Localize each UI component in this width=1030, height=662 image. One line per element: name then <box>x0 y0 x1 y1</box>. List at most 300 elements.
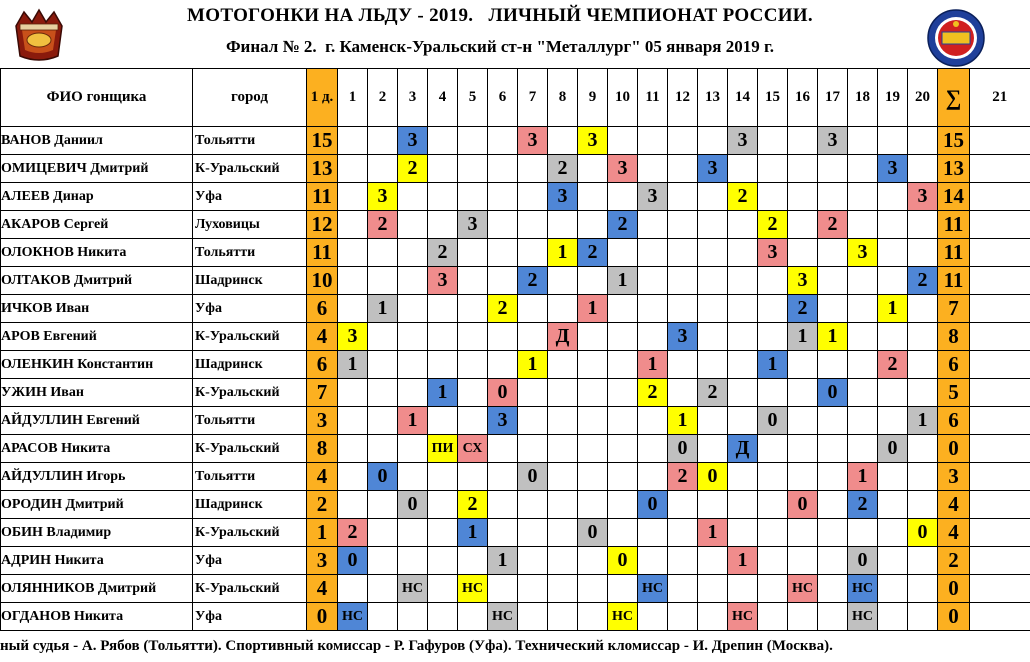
heat-empty <box>368 127 398 155</box>
heat-empty <box>638 519 668 547</box>
heat-empty <box>848 127 878 155</box>
heat-empty <box>668 603 698 631</box>
heat-empty <box>818 183 848 211</box>
heat-result: 1 <box>758 351 788 379</box>
rider-name: АРАСОВ Никита <box>1 435 193 463</box>
heat-empty <box>398 435 428 463</box>
heat-empty <box>788 603 818 631</box>
header-heat-20: 20 <box>908 69 938 127</box>
heat-empty <box>788 351 818 379</box>
heat-21-empty <box>970 351 1030 379</box>
heat-result: 0 <box>578 519 608 547</box>
table-row <box>1 183 1030 211</box>
heat-empty <box>368 603 398 631</box>
heat-empty <box>608 519 638 547</box>
heat-empty <box>368 351 398 379</box>
header-heat-3: 3 <box>398 69 428 127</box>
heat-empty <box>638 463 668 491</box>
event-logo-icon <box>10 6 68 64</box>
heat-empty <box>758 491 788 519</box>
heat-result: 2 <box>848 491 878 519</box>
heat-empty <box>578 491 608 519</box>
heat-empty <box>578 211 608 239</box>
day1-points: 4 <box>307 323 338 351</box>
heat-empty <box>758 155 788 183</box>
day1-points: 1 <box>307 519 338 547</box>
heat-empty <box>668 295 698 323</box>
heat-empty <box>338 435 368 463</box>
heat-empty <box>338 463 368 491</box>
header-heat-21: 21 <box>970 69 1030 127</box>
heat-result: НС <box>728 603 758 631</box>
header-heat-17: 17 <box>818 69 848 127</box>
rider-name: ОГДАНОВ Никита <box>1 603 193 631</box>
heat-empty <box>698 211 728 239</box>
heat-21-empty <box>970 295 1030 323</box>
heat-empty <box>698 491 728 519</box>
total-points: 6 <box>938 407 970 435</box>
heat-empty <box>548 407 578 435</box>
heat-result: 0 <box>488 379 518 407</box>
heat-result: 3 <box>368 183 398 211</box>
heat-empty <box>368 155 398 183</box>
rider-name: ОМИЦЕВИЧ Дмитрий <box>1 155 193 183</box>
heat-empty <box>458 379 488 407</box>
heat-result: 2 <box>818 211 848 239</box>
heat-empty <box>758 575 788 603</box>
day1-points: 15 <box>307 127 338 155</box>
heat-empty <box>488 351 518 379</box>
heat-empty <box>488 267 518 295</box>
heat-empty <box>548 295 578 323</box>
rider-city: Тольятти <box>193 239 307 267</box>
day1-points: 6 <box>307 351 338 379</box>
heat-empty <box>398 183 428 211</box>
heat-empty <box>368 323 398 351</box>
heat-21-empty <box>970 323 1030 351</box>
heat-empty <box>608 351 638 379</box>
heat-empty <box>458 155 488 183</box>
heat-empty <box>758 519 788 547</box>
day1-points: 11 <box>307 183 338 211</box>
heat-empty <box>518 407 548 435</box>
heat-empty <box>908 379 938 407</box>
heat-empty <box>728 379 758 407</box>
heat-empty <box>878 127 908 155</box>
header-heat-9: 9 <box>578 69 608 127</box>
heat-empty <box>698 127 728 155</box>
heat-result: Д <box>728 435 758 463</box>
rider-city: Луховицы <box>193 211 307 239</box>
heat-empty <box>668 379 698 407</box>
heat-result: 2 <box>698 379 728 407</box>
heat-empty <box>638 323 668 351</box>
heat-result: 3 <box>518 127 548 155</box>
table-row <box>1 155 1030 183</box>
heat-empty <box>638 127 668 155</box>
total-points: 11 <box>938 211 970 239</box>
heat-result: 3 <box>878 155 908 183</box>
heat-empty <box>398 239 428 267</box>
heat-empty <box>698 239 728 267</box>
heat-empty <box>638 603 668 631</box>
heat-result: 2 <box>428 239 458 267</box>
heat-empty <box>518 435 548 463</box>
heat-empty <box>368 239 398 267</box>
heat-empty <box>668 519 698 547</box>
heat-result: 2 <box>728 183 758 211</box>
heat-result: 3 <box>638 183 668 211</box>
heat-empty <box>458 603 488 631</box>
heat-empty <box>548 379 578 407</box>
heat-empty <box>698 351 728 379</box>
page-subtitle: Финал № 2. г. Каменск-Уральский ст-н "Металлург" 05 января 2019 г. <box>225 37 775 56</box>
table-row <box>1 603 1030 631</box>
heat-result: 1 <box>728 547 758 575</box>
heat-empty <box>848 407 878 435</box>
heat-empty <box>668 547 698 575</box>
heat-21-empty <box>970 491 1030 519</box>
heat-result: 3 <box>788 267 818 295</box>
rider-name: АКАРОВ Сергей <box>1 211 193 239</box>
heat-empty <box>728 407 758 435</box>
day1-points: 3 <box>307 407 338 435</box>
heat-result: 1 <box>788 323 818 351</box>
day1-points: 4 <box>307 575 338 603</box>
heat-empty <box>638 239 668 267</box>
heat-empty <box>488 211 518 239</box>
heat-21-empty <box>970 155 1030 183</box>
rider-name: ОРОДИН Дмитрий <box>1 491 193 519</box>
heat-empty <box>578 183 608 211</box>
heat-result: 3 <box>848 239 878 267</box>
heat-empty <box>338 239 368 267</box>
heat-result: 0 <box>668 435 698 463</box>
heat-result: 0 <box>638 491 668 519</box>
heat-result: 3 <box>728 127 758 155</box>
heat-empty <box>488 239 518 267</box>
heat-empty <box>788 211 818 239</box>
heat-empty <box>518 575 548 603</box>
heat-empty <box>368 407 398 435</box>
rider-name: АДРИН Никита <box>1 547 193 575</box>
heat-result: 1 <box>908 407 938 435</box>
rider-city: Тольятти <box>193 127 307 155</box>
total-points: 2 <box>938 547 970 575</box>
heat-result: НС <box>848 575 878 603</box>
heat-empty <box>758 379 788 407</box>
heat-empty <box>488 155 518 183</box>
heat-empty <box>368 575 398 603</box>
table-row <box>1 547 1030 575</box>
heat-21-empty <box>970 435 1030 463</box>
heat-empty <box>698 603 728 631</box>
heat-empty <box>908 239 938 267</box>
heat-empty <box>578 155 608 183</box>
heat-result: 1 <box>818 323 848 351</box>
rider-name: АЛЕЕВ Динар <box>1 183 193 211</box>
heat-result: 2 <box>518 267 548 295</box>
heat-result: 3 <box>578 127 608 155</box>
heat-21-empty <box>970 575 1030 603</box>
heat-empty <box>548 491 578 519</box>
heat-empty <box>578 407 608 435</box>
rider-name: АЙДУЛЛИН Игорь <box>1 463 193 491</box>
heat-result: 1 <box>848 463 878 491</box>
heat-empty <box>398 379 428 407</box>
heat-empty <box>488 435 518 463</box>
heat-empty <box>428 127 458 155</box>
heat-empty <box>788 407 818 435</box>
heat-result: НС <box>398 575 428 603</box>
heat-result: 3 <box>818 127 848 155</box>
heat-21-empty <box>970 127 1030 155</box>
total-points: 13 <box>938 155 970 183</box>
heat-empty <box>788 239 818 267</box>
heat-empty <box>548 575 578 603</box>
heat-empty <box>578 267 608 295</box>
day1-points: 8 <box>307 435 338 463</box>
heat-empty <box>818 155 848 183</box>
heat-empty <box>548 519 578 547</box>
header-heat-8: 8 <box>548 69 578 127</box>
heat-empty <box>878 603 908 631</box>
heat-empty <box>758 603 788 631</box>
officials-footer: ный судья - А. Рябов (Тольятти). Спортивный комиссар - Р. Гафуров (Уфа). Технический кломиссар - И. Дрепин (Москва). <box>0 638 833 654</box>
heat-empty <box>698 575 728 603</box>
heat-result: 3 <box>668 323 698 351</box>
heat-empty <box>878 323 908 351</box>
heat-empty <box>578 351 608 379</box>
rider-city: Тольятти <box>193 407 307 435</box>
heat-empty <box>578 435 608 463</box>
heat-result: 1 <box>398 407 428 435</box>
heat-empty <box>608 183 638 211</box>
heat-empty <box>398 351 428 379</box>
heat-empty <box>908 463 938 491</box>
heat-empty <box>368 267 398 295</box>
heat-empty <box>638 435 668 463</box>
heat-empty <box>428 295 458 323</box>
rider-city: Шадринск <box>193 491 307 519</box>
heat-empty <box>398 519 428 547</box>
heat-empty <box>608 407 638 435</box>
heat-empty <box>728 155 758 183</box>
heat-21-empty <box>970 519 1030 547</box>
heat-empty <box>728 575 758 603</box>
heat-empty <box>518 211 548 239</box>
heat-empty <box>878 407 908 435</box>
heat-result: НС <box>788 575 818 603</box>
heat-empty <box>428 211 458 239</box>
header-heat-11: 11 <box>638 69 668 127</box>
heat-empty <box>728 267 758 295</box>
heat-empty <box>578 603 608 631</box>
heat-empty <box>908 575 938 603</box>
header-rider-name: ФИО гонщика <box>1 69 193 127</box>
heat-empty <box>788 379 818 407</box>
heat-empty <box>608 435 638 463</box>
day1-points: 4 <box>307 463 338 491</box>
heat-empty <box>698 183 728 211</box>
header-heat-5: 5 <box>458 69 488 127</box>
heat-empty <box>728 491 758 519</box>
header-heat-12: 12 <box>668 69 698 127</box>
heat-result: 0 <box>788 491 818 519</box>
heat-empty <box>398 211 428 239</box>
heat-empty <box>608 491 638 519</box>
heat-21-empty <box>970 239 1030 267</box>
page-title: МОТОГОНКИ НА ЛЬДУ - 2019. ЛИЧНЫЙ ЧЕМПИОНАТ РОССИИ. <box>187 5 813 26</box>
heat-empty <box>878 463 908 491</box>
heat-empty <box>608 127 638 155</box>
results-table <box>0 68 1030 631</box>
heat-empty <box>818 547 848 575</box>
header-city: город <box>193 69 307 127</box>
heat-result: 2 <box>758 211 788 239</box>
heat-empty <box>338 491 368 519</box>
day1-points: 6 <box>307 295 338 323</box>
heat-result: 3 <box>458 211 488 239</box>
heat-result: 0 <box>398 491 428 519</box>
total-points: 4 <box>938 519 970 547</box>
heat-result: НС <box>608 603 638 631</box>
heat-empty <box>878 211 908 239</box>
heat-empty <box>878 575 908 603</box>
heat-empty <box>608 379 638 407</box>
heat-21-empty <box>970 407 1030 435</box>
heat-empty <box>848 379 878 407</box>
heat-empty <box>728 463 758 491</box>
heat-empty <box>488 491 518 519</box>
heat-result: 0 <box>338 547 368 575</box>
heat-empty <box>518 295 548 323</box>
heat-empty <box>458 547 488 575</box>
heat-21-empty <box>970 379 1030 407</box>
heat-empty <box>518 155 548 183</box>
heat-empty <box>368 379 398 407</box>
heat-result: 3 <box>698 155 728 183</box>
day1-points: 11 <box>307 239 338 267</box>
heat-result: 2 <box>578 239 608 267</box>
day1-points: 3 <box>307 547 338 575</box>
header-heat-16: 16 <box>788 69 818 127</box>
heat-result: НС <box>848 603 878 631</box>
heat-result: 1 <box>488 547 518 575</box>
table-row <box>1 127 1030 155</box>
heat-result: НС <box>338 603 368 631</box>
heat-empty <box>518 379 548 407</box>
heat-result: 1 <box>368 295 398 323</box>
heat-result: ПИ <box>428 435 458 463</box>
heat-result: 0 <box>878 435 908 463</box>
heat-empty <box>698 407 728 435</box>
total-points: 7 <box>938 295 970 323</box>
heat-empty <box>548 547 578 575</box>
heat-empty <box>338 155 368 183</box>
heat-21-empty <box>970 463 1030 491</box>
heat-empty <box>908 323 938 351</box>
rider-city: К-Уральский <box>193 323 307 351</box>
day1-points: 0 <box>307 603 338 631</box>
heat-empty <box>818 519 848 547</box>
heat-empty <box>338 295 368 323</box>
header-heat-1: 1 <box>338 69 368 127</box>
heat-result: 3 <box>758 239 788 267</box>
total-points: 14 <box>938 183 970 211</box>
rider-city: Уфа <box>193 183 307 211</box>
heat-empty <box>908 295 938 323</box>
table-row <box>1 267 1030 295</box>
heat-empty <box>428 547 458 575</box>
heat-result: 3 <box>548 183 578 211</box>
heat-21-empty <box>970 183 1030 211</box>
heat-empty <box>668 351 698 379</box>
heat-empty <box>548 127 578 155</box>
heat-empty <box>548 351 578 379</box>
heat-empty <box>908 603 938 631</box>
heat-result: 2 <box>608 211 638 239</box>
heat-empty <box>698 295 728 323</box>
heat-empty <box>848 435 878 463</box>
heat-empty <box>578 463 608 491</box>
heat-empty <box>578 575 608 603</box>
heat-empty <box>608 463 638 491</box>
heat-empty <box>458 295 488 323</box>
heat-empty <box>848 323 878 351</box>
heat-empty <box>728 323 758 351</box>
heat-result: 1 <box>578 295 608 323</box>
table-row <box>1 463 1030 491</box>
rider-name: УЖИН Иван <box>1 379 193 407</box>
heat-empty <box>818 435 848 463</box>
heat-empty <box>728 351 758 379</box>
heat-empty <box>818 351 848 379</box>
header-heat-2: 2 <box>368 69 398 127</box>
heat-empty <box>638 295 668 323</box>
rider-city: К-Уральский <box>193 435 307 463</box>
heat-empty <box>548 603 578 631</box>
heat-empty <box>728 239 758 267</box>
heat-empty <box>368 435 398 463</box>
heat-empty <box>428 155 458 183</box>
total-points: 5 <box>938 379 970 407</box>
heat-empty <box>428 183 458 211</box>
header-heat-4: 4 <box>428 69 458 127</box>
heat-empty <box>368 519 398 547</box>
heat-empty <box>428 323 458 351</box>
heat-result: 2 <box>908 267 938 295</box>
total-points: 8 <box>938 323 970 351</box>
heat-empty <box>818 295 848 323</box>
heat-empty <box>788 127 818 155</box>
heat-empty <box>848 351 878 379</box>
heat-empty <box>458 239 488 267</box>
heat-empty <box>518 603 548 631</box>
heat-empty <box>548 267 578 295</box>
heat-empty <box>848 211 878 239</box>
heat-result: Д <box>548 323 578 351</box>
heat-empty <box>788 519 818 547</box>
heat-empty <box>668 267 698 295</box>
heat-empty <box>428 491 458 519</box>
heat-empty <box>758 183 788 211</box>
heat-empty <box>758 323 788 351</box>
heat-empty <box>338 575 368 603</box>
heat-empty <box>758 547 788 575</box>
day1-points: 2 <box>307 491 338 519</box>
heat-empty <box>398 267 428 295</box>
